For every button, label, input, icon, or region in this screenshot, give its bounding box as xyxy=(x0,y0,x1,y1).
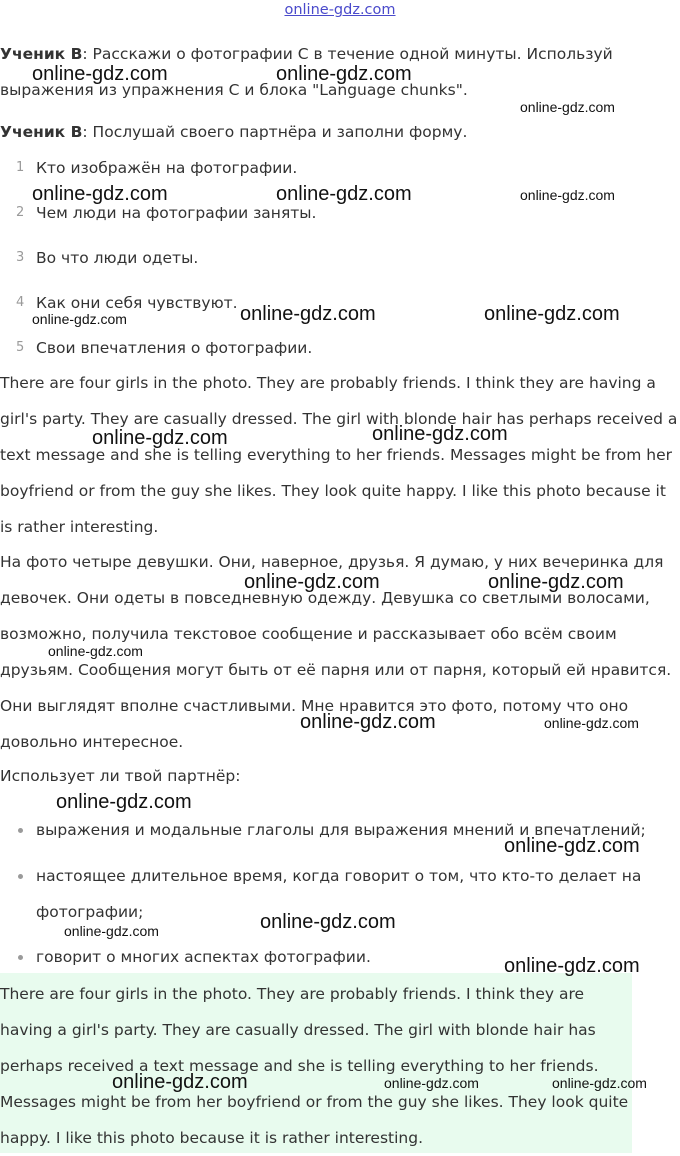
watermark: online-gdz.com xyxy=(240,303,376,325)
watermark: online-gdz.com xyxy=(484,303,620,325)
bullet-icon xyxy=(18,828,23,833)
item-text: Во что люди одеты. xyxy=(36,249,199,267)
item-text: выражения и модальные глаголы для выражения мнений и впечатлений; xyxy=(36,821,646,839)
item-text: Кто изображён на фотографии. xyxy=(36,159,298,177)
watermark: online-gdz.com xyxy=(520,187,615,203)
watermark: online-gdz.com xyxy=(276,63,412,85)
task-text: : Расскажи о фотографии C в течение одной минуты. Используй выражения из упражнения C и блока "Language chunks". xyxy=(0,45,613,99)
item-text: Как они себя чувствуют. xyxy=(36,294,238,312)
item-text: Свои впечатления о фотографии. xyxy=(36,339,313,357)
answer-box-text: There are four girls in the photo. They are probably friends. I think they are having a girl's party. They are casually dressed. The girl with blonde hair has perhaps received a text message and she is telling everything to her friends. Messages might be from her boyfriend or from the guy she likes. They look quite happy. I like this photo because it is rather interesting. xyxy=(0,985,629,1147)
watermark: online-gdz.com xyxy=(504,835,640,857)
bullet-icon xyxy=(18,955,23,960)
watermark: online-gdz.com xyxy=(260,911,396,933)
speaker-label: Ученик B xyxy=(0,123,83,141)
watermark: online-gdz.com xyxy=(32,311,127,327)
watermark: online-gdz.com xyxy=(504,955,640,977)
site-link[interactable]: online-gdz.com xyxy=(284,2,396,18)
item-number: 3 xyxy=(16,250,25,265)
item-text: говорит о многих аспектах фотографии. xyxy=(36,948,371,966)
item-number: 5 xyxy=(16,340,25,355)
bullet-icon xyxy=(18,874,23,879)
watermark: online-gdz.com xyxy=(384,1075,479,1091)
item-number: 2 xyxy=(16,205,25,220)
watermark: online-gdz.com xyxy=(300,711,436,733)
watermark: online-gdz.com xyxy=(48,643,143,659)
watermark: online-gdz.com xyxy=(520,99,615,115)
checklist-title: Использует ли твой партнёр: xyxy=(0,767,241,785)
answer-english: There are four girls in the photo. They are probably friends. I think they are having a girl's party. They are casually dressed. The girl with blonde hair has perhaps received a text message and she is telling everything to her friends. Messages might be from her boyfriend or from the guy she likes. They look quite happy. I like this photo because it is rather interesting. xyxy=(0,374,678,536)
watermark: online-gdz.com xyxy=(112,1071,248,1093)
task-text: : Послушай своего партнёра и заполни форму. xyxy=(82,123,468,141)
watermark: online-gdz.com xyxy=(276,183,412,205)
watermark: online-gdz.com xyxy=(372,423,508,445)
watermark: online-gdz.com xyxy=(56,791,192,813)
item-number: 1 xyxy=(16,160,25,175)
watermark: online-gdz.com xyxy=(32,183,168,205)
answer-russian: На фото четыре девушки. Они, наверное, друзья. Я думаю, у них вечеринка для девочек. Они одеты в повседневную одежду. Девушка со светлыми волосами, возможно, получила текстовое сообщение и рассказывает обо всём своим друзьям. Сообщения могут быть от её парня или от парня, который ей нравится. Они выглядят вполне счастливыми. Мне нравится это фото, потому что оно довольно интересное. xyxy=(0,553,672,751)
watermark: online-gdz.com xyxy=(244,571,380,593)
watermark: online-gdz.com xyxy=(552,1075,647,1091)
speaker-label: Ученик B xyxy=(0,45,83,63)
watermark: online-gdz.com xyxy=(64,923,159,939)
watermark: online-gdz.com xyxy=(92,427,228,449)
watermark: online-gdz.com xyxy=(32,63,168,85)
item-text: настоящее длительное время, когда говорит о том, что кто-то делает на фотографии; xyxy=(36,867,642,921)
watermark: online-gdz.com xyxy=(488,571,624,593)
item-number: 4 xyxy=(16,295,25,310)
intro-task-2 xyxy=(0,114,678,150)
watermark: online-gdz.com xyxy=(544,715,639,731)
item-text: Чем люди на фотографии заняты. xyxy=(36,204,317,222)
